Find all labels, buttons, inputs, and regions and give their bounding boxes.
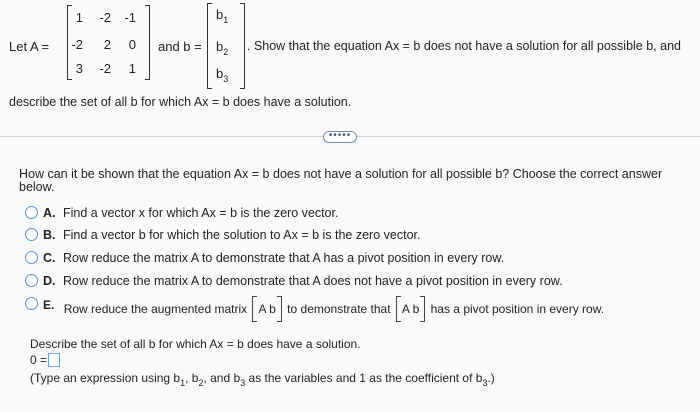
let-a-label: Let A = [9,39,50,54]
answer-hint [30,371,495,388]
option-c-text [43,251,504,265]
option-label: to demonstrate that [287,302,391,316]
matrix-cell: 1 [128,61,136,76]
vector-entry: $b_3$ [216,66,229,84]
option-letter: B. [43,228,56,242]
option-e-text [43,300,604,318]
option-label: has a pivot position in every row. [430,302,605,316]
option-letter: C. [43,251,56,265]
option-letter: D. [43,274,56,288]
radio-b[interactable] [25,228,38,241]
option-label: Find a vector x for which Ax = b is the zero vector. [62,206,339,220]
radio-c[interactable] [25,251,38,264]
answer-row [30,353,60,367]
augmented-matrix: A b [396,300,425,318]
hint-sub: 3 [482,378,488,388]
hint-text: as the variables and 1 as the coefficient of b [245,371,483,385]
and-b-label: and b = [158,39,202,54]
hint-text: , and b [203,371,241,385]
answer-input[interactable] [48,353,60,367]
radio-d[interactable] [25,274,38,287]
hint-sub: 3 [240,378,246,388]
radio-e[interactable] [25,297,38,310]
hint-sub: 1 [180,378,186,388]
vector-entry: $b_1$ [216,7,229,25]
option-label: Find a vector b for which the solution to Ax = b is the zero vector. [62,228,421,242]
matrix-cell: -2 [71,37,83,52]
problem-statement: . Show that the equation Ax = b does not have a solution for all possible b, and [247,39,681,53]
option-label: Row reduce the matrix A to demonstrate that A does not have a pivot position in every row. [62,274,563,288]
matrix-cell: 2 [103,37,111,52]
hint-text: .) [487,371,495,385]
option-a-text [43,206,338,220]
option-letter: A. [43,206,56,220]
option-letter: E. [43,298,55,312]
augmented-matrix: A b [252,300,281,318]
option-b-text [43,228,420,242]
equation-lhs: 0 = [30,353,48,367]
question1-prompt-line2: below. [19,180,55,194]
hint-sub: 2 [198,378,204,388]
matrix-cell: 1 [75,10,83,25]
question2-prompt: Describe the set of all b for which Ax = b does have a solution. [30,337,361,351]
option-label: Row reduce the augmented matrix [63,302,248,316]
expand-button[interactable]: ••••• [323,131,357,143]
hint-text: , b [185,371,199,385]
vector-entry: $b_2$ [216,39,229,57]
matrix-cell: -2 [99,61,111,76]
question1-prompt-line1: How can it be shown that the equation Ax = b does not have a solution for all possible b? Choose the correct answer [19,167,663,181]
matrix-cell: 3 [75,61,83,76]
matrix-cell: -2 [99,10,111,25]
option-label: Row reduce the matrix A to demonstrate that A has a pivot position in every row. [62,251,505,265]
problem-statement-line2: describe the set of all b for which Ax = b does have a solution. [9,95,352,109]
radio-a[interactable] [25,206,38,219]
option-d-text [43,274,563,288]
matrix-cell: -1 [124,10,136,25]
hint-text: (Type an expression using b [30,371,181,385]
matrix-cell: 0 [128,37,136,52]
